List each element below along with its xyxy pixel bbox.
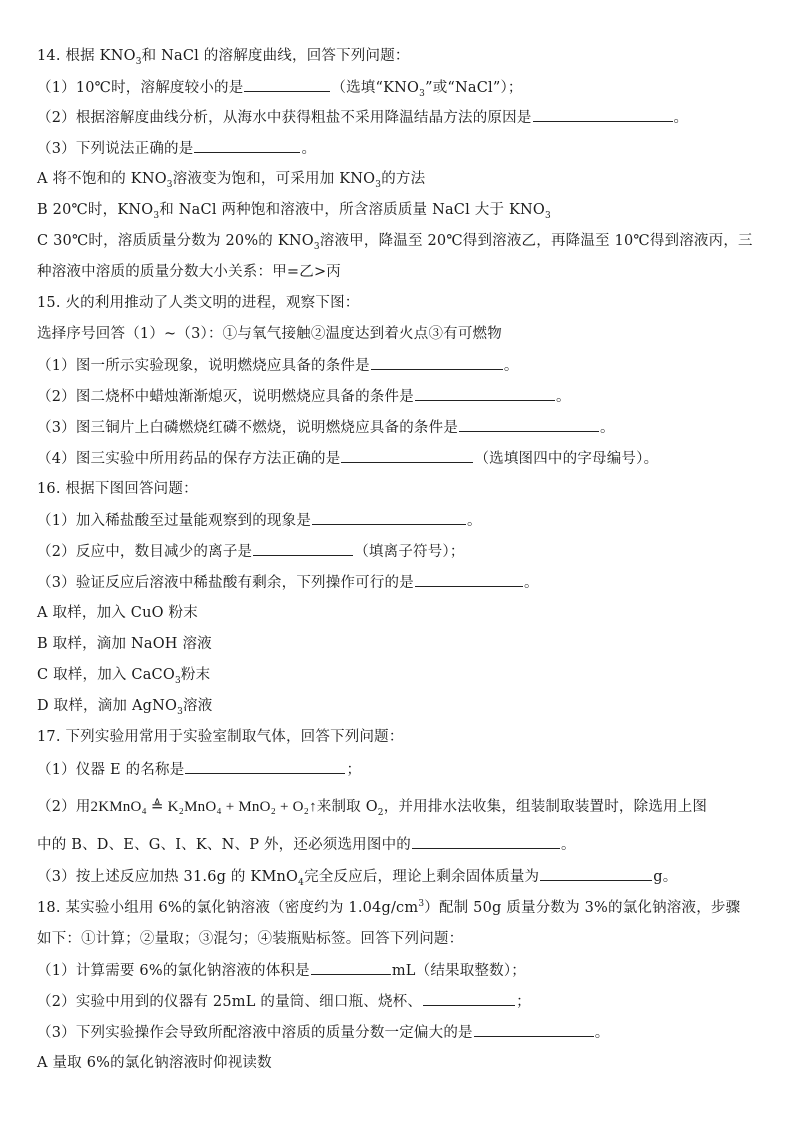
- q14-stem-text-2: 和 NaCl 的溶解度曲线，回答下列问题：: [141, 48, 410, 64]
- option-text: 和 NaCl 两种饱和溶液中，所含溶质质量 NaCl 大于 KNO: [159, 202, 545, 218]
- q18-stem-cont: [37, 929, 760, 949]
- subscript: 2: [377, 807, 384, 818]
- option-text: A 取样，加入 CuO 粉末: [37, 605, 198, 621]
- q16-p3-text: （3）验证反应后溶液中稀盐酸有剩余，下列操作可行的是: [37, 575, 414, 591]
- subscript: 3: [135, 56, 142, 67]
- q15-p4-text: （4）图三实验中所用药品的保存方法正确的是: [37, 451, 341, 467]
- q14-p1-hint-2: ”或“NaCl”）；: [425, 80, 523, 96]
- q18-stem-line2: 如下：①计算；②量取；③混匀；④装瓶贴标签。回答下列问题：: [37, 931, 464, 947]
- q16-p3-end: 。: [523, 575, 539, 591]
- q17-p3-unit: g。: [653, 869, 678, 885]
- q14-p1-text: （1）10℃时，溶解度较小的是: [37, 80, 244, 96]
- q16-p2-hint: （填离子符号）；: [354, 544, 465, 560]
- answer-blank[interactable]: [312, 510, 466, 525]
- q18-stem: [37, 898, 760, 918]
- q18-p3-text: （3）下列实验操作会导致所配溶液中溶质的质量分数一定偏大的是: [37, 1025, 473, 1041]
- subscript: 3: [174, 675, 181, 686]
- q15-stem-text: 15. 火的利用推动了人类文明的进程，观察下图：: [37, 295, 360, 311]
- q16-option-b: [37, 634, 760, 654]
- q16-part1: [37, 510, 760, 531]
- q17-p2-text: （2）用: [37, 799, 91, 815]
- subscript: 4: [298, 877, 305, 888]
- q17-p1-end: ；: [346, 762, 362, 778]
- q17-p3-text: （3）按上述反应加热 31.6g 的 KMnO: [37, 869, 299, 885]
- q17-part2-cont: [37, 834, 760, 855]
- q18-p2-end: ；: [516, 994, 531, 1010]
- q17-p2-text-2: 来制取 O: [316, 799, 378, 815]
- answer-blank[interactable]: [244, 77, 330, 92]
- q15-p1-text: （1）图一所示实验现象，说明燃烧应具备的条件是: [37, 358, 370, 374]
- q18-part2: [37, 991, 760, 1012]
- q18-part3: [37, 1022, 760, 1043]
- answer-blank[interactable]: [253, 541, 353, 556]
- q17-stem: [37, 727, 760, 747]
- option-text: A 量取 6%的氯化钠溶液时仰视读数: [37, 1055, 272, 1071]
- option-text: A 将不饱和的 KNO: [37, 171, 167, 187]
- q14-option-a: [37, 169, 760, 189]
- answer-blank[interactable]: [459, 417, 599, 432]
- q17-stem-text: 17. 下列实验用常用于实验室制取气体，回答下列问题：: [37, 729, 404, 745]
- q15-part1: [37, 355, 760, 376]
- q17-part1: [37, 759, 760, 780]
- answer-blank[interactable]: [185, 759, 345, 774]
- q17-p1-text: （1）仪器 E 的名称是: [37, 762, 185, 778]
- q18-p2-text: （2）实验中用到的仪器有 25mL 的量筒、细口瓶、烧杯、: [37, 994, 423, 1010]
- q17-p2-line2-text: 中的 B、D、E、G、I、K、N、P 外，还必须选用图中的: [37, 837, 411, 853]
- option-text: B 20℃时，KNO: [37, 202, 154, 218]
- answer-blank[interactable]: [341, 448, 473, 463]
- subscript: 3: [375, 179, 382, 190]
- q16-p1-text: （1）加入稀盐酸至过量能观察到的现象是: [37, 513, 312, 529]
- q17-p3-text-2: 完全反应后，理论上剩余固体质量为: [304, 869, 540, 885]
- q17-part2: [37, 797, 760, 817]
- answer-blank[interactable]: [194, 138, 300, 153]
- answer-blank[interactable]: [415, 572, 523, 587]
- q17-p2-text-3: ，并用排水法收集，组装制取装置时，除选用上图: [383, 799, 708, 815]
- q15-p4-hint: （选填图四中的字母编号）。: [474, 451, 659, 467]
- q14-p3-end: 。: [301, 141, 317, 157]
- q15-p2-end: 。: [555, 389, 571, 405]
- answer-blank[interactable]: [311, 960, 391, 975]
- q18-p1-hint: mL（结果取整数）；: [391, 963, 526, 979]
- q14-option-c: [37, 231, 760, 251]
- answer-blank[interactable]: [415, 386, 555, 401]
- q17-part3: [37, 866, 760, 887]
- q16-option-a: [37, 603, 760, 623]
- answer-blank[interactable]: [412, 834, 560, 849]
- option-text: D 取样，滴加 AgNO: [37, 698, 178, 714]
- q14-p2-text: （2）根据溶解度曲线分析，从海水中获得粗盐不采用降温结晶方法的原因是: [37, 110, 532, 126]
- subscript: 3: [313, 241, 320, 252]
- q16-part2: [37, 541, 760, 562]
- answer-blank[interactable]: [540, 866, 652, 881]
- q14-p3-text: （3）下列说法正确的是: [37, 141, 194, 157]
- q15-part4: [37, 448, 760, 469]
- q18-p3-end: 。: [594, 1025, 610, 1041]
- q14-part2: [37, 107, 760, 128]
- q16-option-c: [37, 665, 760, 685]
- subscript: 3: [544, 210, 551, 221]
- q18-stem-text: 18. 某实验小组用 6%的氯化钠溶液（密度约为 1.04g/cm: [37, 900, 419, 916]
- option-text: 粉末: [180, 667, 211, 683]
- q14-stem: [37, 46, 760, 66]
- q16-part3: [37, 572, 760, 593]
- answer-blank[interactable]: [533, 107, 673, 122]
- option-text: 种溶液中溶质的质量分数大小关系：甲=乙>丙: [37, 264, 341, 280]
- subscript: 3: [177, 706, 184, 717]
- q15-part3: [37, 417, 760, 438]
- q15-part2: [37, 386, 760, 407]
- answer-blank[interactable]: [474, 1022, 594, 1037]
- option-text: 的方法: [381, 171, 426, 187]
- q18-option-a: [37, 1053, 760, 1073]
- subscript: 3: [419, 88, 426, 99]
- answer-blank[interactable]: [423, 991, 515, 1006]
- option-text: B 取样，滴加 NaOH 溶液: [37, 636, 212, 652]
- answer-blank[interactable]: [371, 355, 503, 370]
- q15-p3-end: 。: [600, 420, 615, 436]
- option-text: 溶液: [183, 698, 213, 714]
- q17-p2-line2-end: 。: [560, 837, 576, 853]
- q18-stem-text-2: ）配制 50g 质量分数为 3%的氯化钠溶液，步骤: [424, 900, 741, 916]
- q16-p2-text: （2）反应中，数目减少的离子是: [37, 544, 253, 560]
- q14-option-b: [37, 200, 760, 220]
- q16-stem: [37, 479, 760, 499]
- q15-p2-text: （2）图二烧杯中蜡烛渐渐熄灭，说明燃烧应具备的条件是: [37, 389, 414, 405]
- q14-p2-end: 。: [673, 110, 689, 126]
- superscript: 3: [418, 899, 425, 910]
- q15-stem: [37, 293, 760, 313]
- option-text: 溶液甲，降温至 20℃得到溶液乙，再降温至 10℃得到溶液丙，三: [319, 233, 753, 249]
- option-text: 溶液变为饱和，可采用加 KNO: [172, 171, 376, 187]
- chemical-equation: 2KMnO₄ ≜ K₂MnO₄ + MnO₂ + O₂↑: [90, 799, 317, 815]
- q14-part1: [37, 77, 760, 98]
- q14-option-c-cont: [37, 262, 760, 282]
- q18-part1: [37, 960, 760, 981]
- subscript: 3: [153, 210, 160, 221]
- q15-choose-text: 选择序号回答（1）~（3）：①与氧气接触②温度达到着火点③有可燃物: [37, 326, 502, 342]
- q14-p1-hint: （选填“KNO: [331, 80, 420, 96]
- subscript: 3: [166, 179, 173, 190]
- q16-stem-text: 16. 根据下图回答问题：: [37, 481, 198, 497]
- q15-choose: [37, 324, 760, 344]
- option-text: C 30℃时，溶质质量分数为 20%的 KNO: [37, 233, 314, 249]
- q15-p1-end: 。: [503, 358, 519, 374]
- q16-p1-end: 。: [467, 513, 482, 529]
- q14-part3: [37, 138, 760, 159]
- q16-option-d: [37, 696, 760, 716]
- q14-stem-text: 14. 根据 KNO: [37, 48, 136, 64]
- q15-p3-text: （3）图三铜片上白磷燃烧红磷不燃烧，说明燃烧应具备的条件是: [37, 420, 459, 436]
- q18-p1-text: （1）计算需要 6%的氯化钠溶液的体积是: [37, 963, 310, 979]
- option-text: C 取样，加入 CaCO: [37, 667, 175, 683]
